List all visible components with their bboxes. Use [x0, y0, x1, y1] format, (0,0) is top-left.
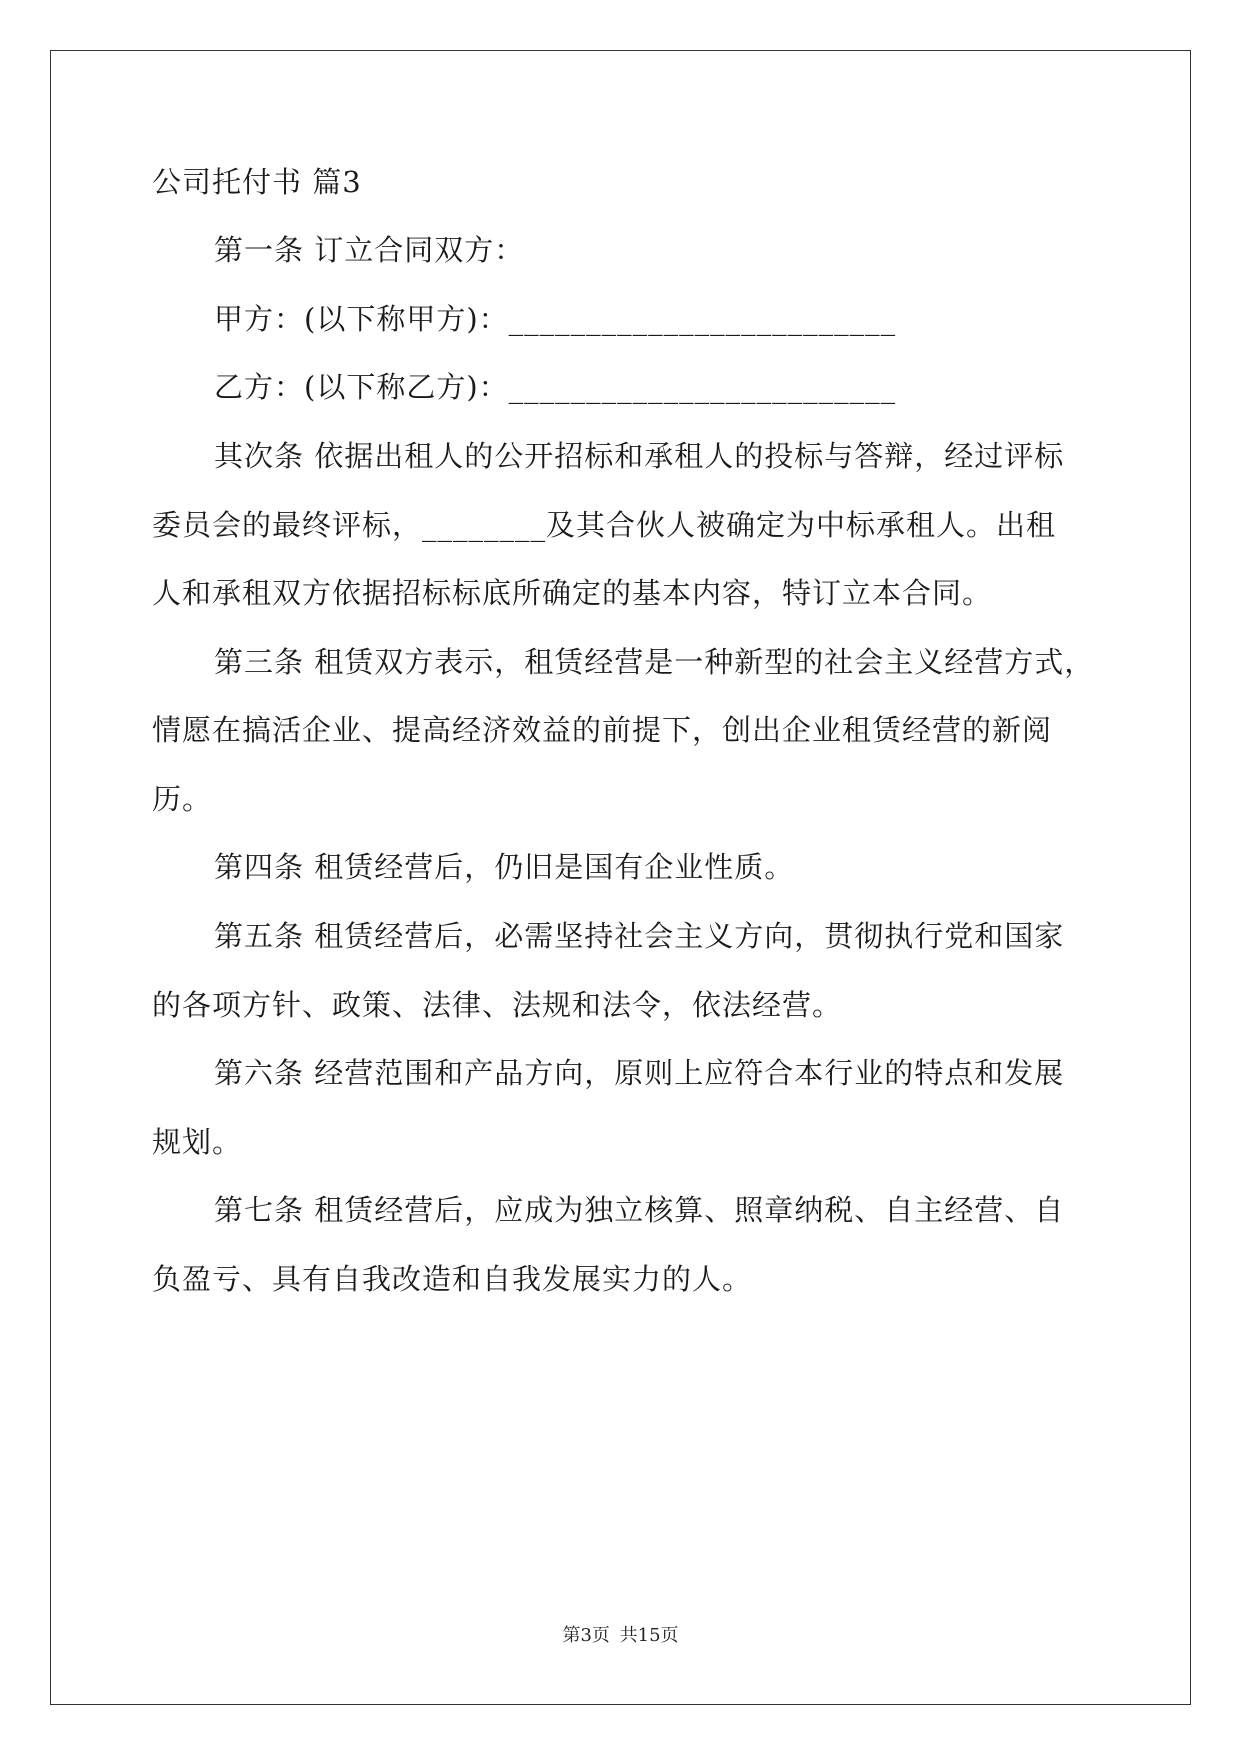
paragraph-line: 第一条 订立合同双方：	[214, 233, 525, 267]
paragraph-line: 负盈亏、具有自我改造和自我发展实力的人。	[152, 1262, 753, 1296]
paragraph-line: 甲方：(以下称甲方)：_________________________	[214, 302, 897, 336]
page-footer	[0, 1621, 1241, 1647]
page-number: 第3页	[562, 1625, 610, 1646]
paragraph-line: 其次条 依据出租人的公开招标和承租人的投标与答辩，经过评标	[214, 439, 1065, 473]
paragraph-line: 情愿在搞活企业、提高经济效益的前提下，创出企业租赁经营的新阅	[152, 713, 1053, 747]
page-total: 共15页	[619, 1625, 679, 1646]
paragraph-line: 规划。	[152, 1125, 243, 1159]
paragraph-line: 第三条 租赁双方表示，租赁经营是一种新型的社会主义经营方式，	[214, 645, 1095, 679]
paragraph-line: 的各项方针、政策、法律、法规和法令，依法经营。	[152, 988, 843, 1022]
paragraph-line: 第四条 租赁经营后，仍旧是国有企业性质。	[214, 850, 795, 884]
paragraph-line: 委员会的最终评标，________及其合伙人被确定为中标承租人。出租	[152, 508, 1057, 542]
document-title: 公司托付书 篇3	[152, 165, 362, 199]
paragraph-line: 乙方：(以下称乙方)：_________________________	[214, 370, 897, 404]
paragraph-line: 第六条 经营范围和产品方向，原则上应符合本行业的特点和发展	[214, 1056, 1065, 1090]
paragraph-line: 第五条 租赁经营后，必需坚持社会主义方向，贯彻执行党和国家	[214, 919, 1065, 953]
paragraph-line: 历。	[152, 782, 213, 816]
paragraph-line: 第七条 租赁经营后，应成为独立核算、照章纳税、自主经营、自	[214, 1193, 1065, 1227]
paragraph-line: 人和承租双方依据招标标底所确定的基本内容，特订立本合同。	[152, 576, 993, 610]
